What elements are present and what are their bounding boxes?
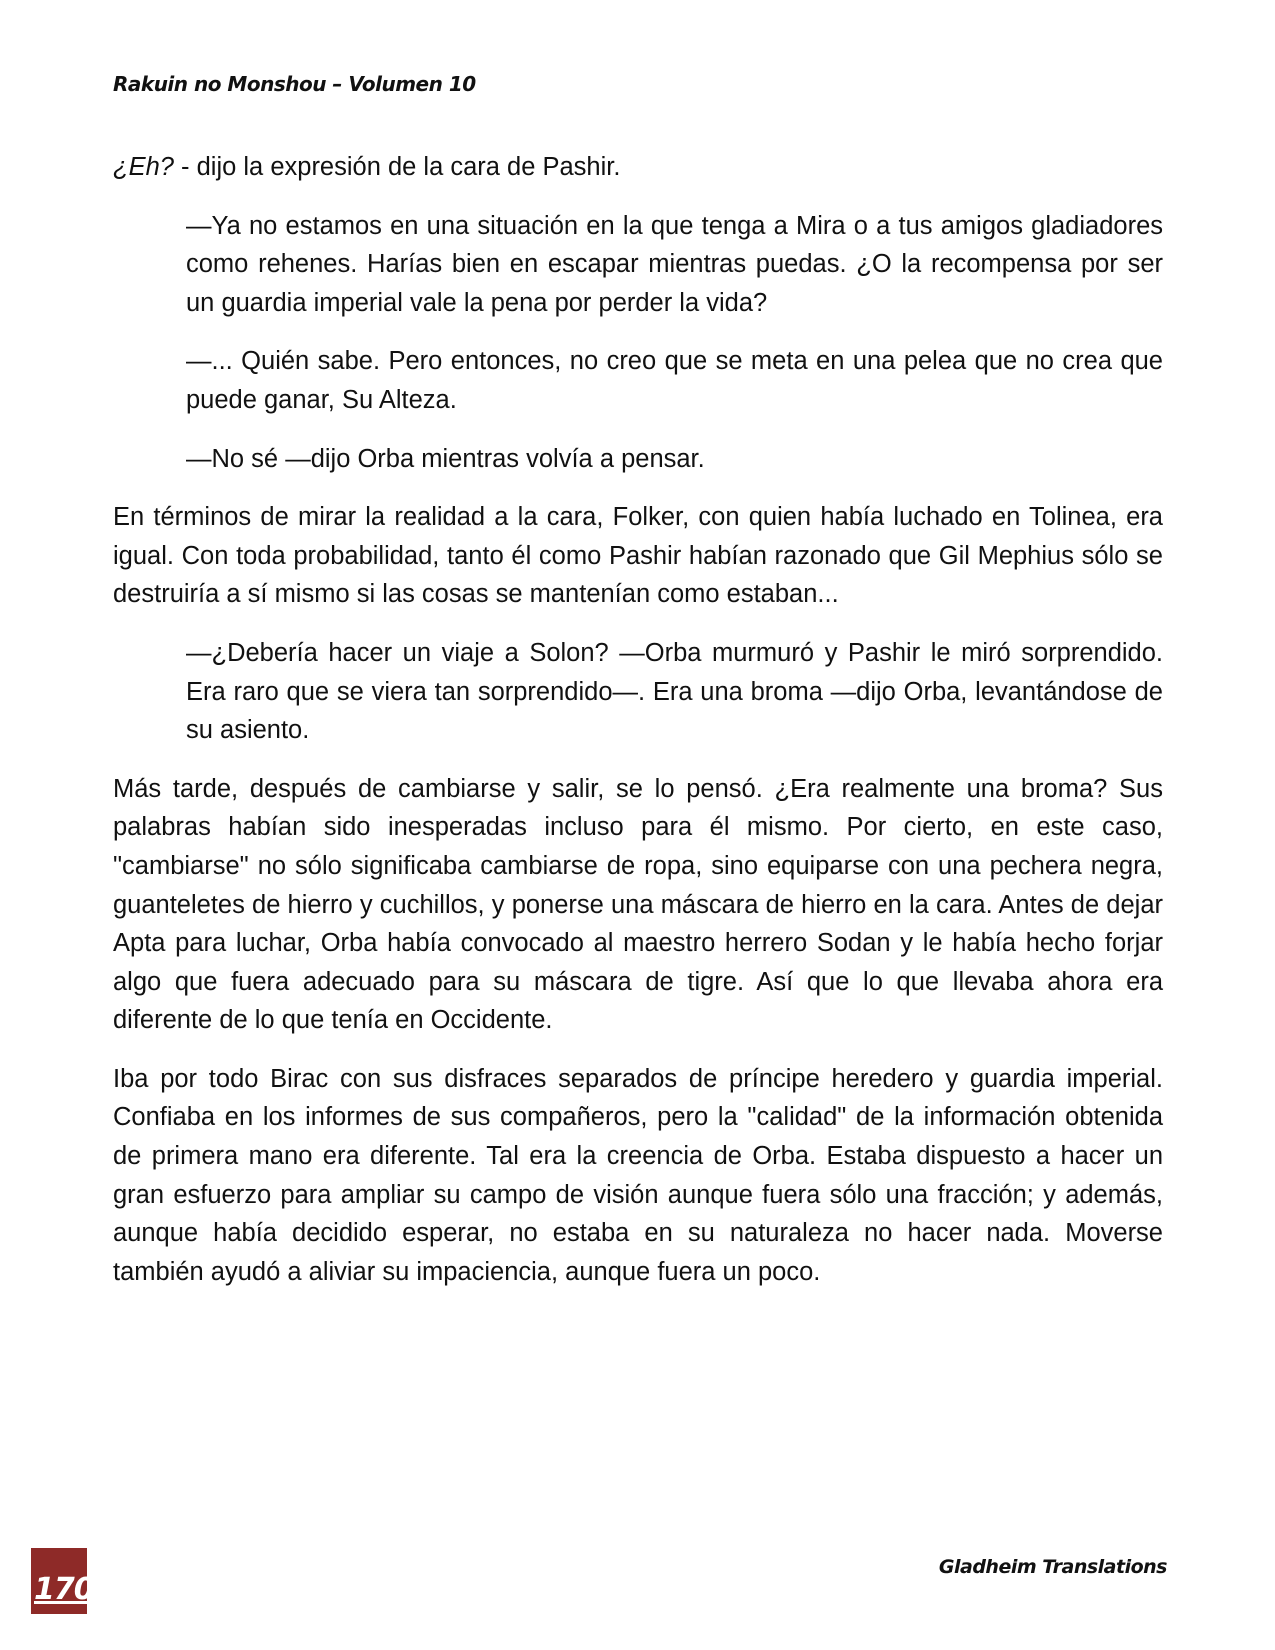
dialogue-paragraph-3: —... Quién sabe. Pero entonces, no creo que se meta en una pelea que no crea que puede ganar, Su Alteza. [186, 347, 1163, 414]
body-text [113, 148, 1163, 1311]
dialogue-paragraph-6: —¿Debería hacer un viaje a Solon? —Orba murmuró y Pashir le miró sorprendido. Era raro que se viera tan sorprendido—. Era una broma —dijo Orba, levantándose de su asiento. [186, 638, 1163, 745]
paragraph-1 [113, 148, 1163, 187]
paragraph-7: Más tarde, después de cambiarse y salir, se lo pensó. ¿Era realmente una broma? Sus palabras habían sido inesperadas incluso para él mismo. Por cierto, en este caso, "cambiarse" no sólo significaba cambiarse de ropa, sino equiparse con una pechera negra, guanteletes de hierro y cuchillos, y ponerse una máscara de hierro en la cara. Antes de dejar Apta para luchar, Orba había convocado al maestro herrero Sodan y le había hecho forjar algo que fuera adecuado para su máscara de tigre. Así que lo que llevaba ahora era diferente de lo que tenía en Occidente. [113, 774, 1163, 1035]
page-number: 170 [34, 1572, 94, 1607]
running-header: Rakuin no Monshou – Volumen 10 [113, 72, 476, 96]
paragraph-5: En términos de mirar la realidad a la cara, Folker, con quien había luchado en Tolinea, era igual. Con toda probabilidad, tanto él como Pashir habían razonado que Gil Mephius sólo se destruiría a sí mismo si las cosas se mantenían como estaban... [113, 503, 1163, 609]
dialogue-paragraph-2: —Ya no estamos en una situación en la que tenga a Mira o a tus amigos gladiadores como rehenes. Harías bien en escapar mientras puedas. ¿O la recompensa por ser un guardia imperial vale la pena por perder la vida? [186, 211, 1163, 317]
paragraph-text: - dijo la expresión de la cara de Pashir. [173, 153, 621, 181]
footer-credit: Gladheim Translations [938, 1556, 1167, 1578]
paragraph-8: Iba por todo Birac con sus disfraces separados de príncipe heredero y guardia imperial. Confiaba en los informes de sus compañeros, pero la "calidad" de la información obtenida de primera mano era diferente. Tal era la creencia de Orba. Estaba dispuesto a hacer un gran esfuerzo para ampliar su campo de visión aunque fuera sólo una fracción; y además, aunque había decidido esperar, no estaba en su naturaleza no hacer nada. Moverse también ayudó a aliviar su impaciencia, aunque fuera un poco. [113, 1064, 1163, 1286]
dialogue-paragraph-4: —No sé —dijo Orba mientras volvía a pensar. [186, 444, 705, 473]
italic-interjection: ¿Eh? [113, 153, 174, 181]
